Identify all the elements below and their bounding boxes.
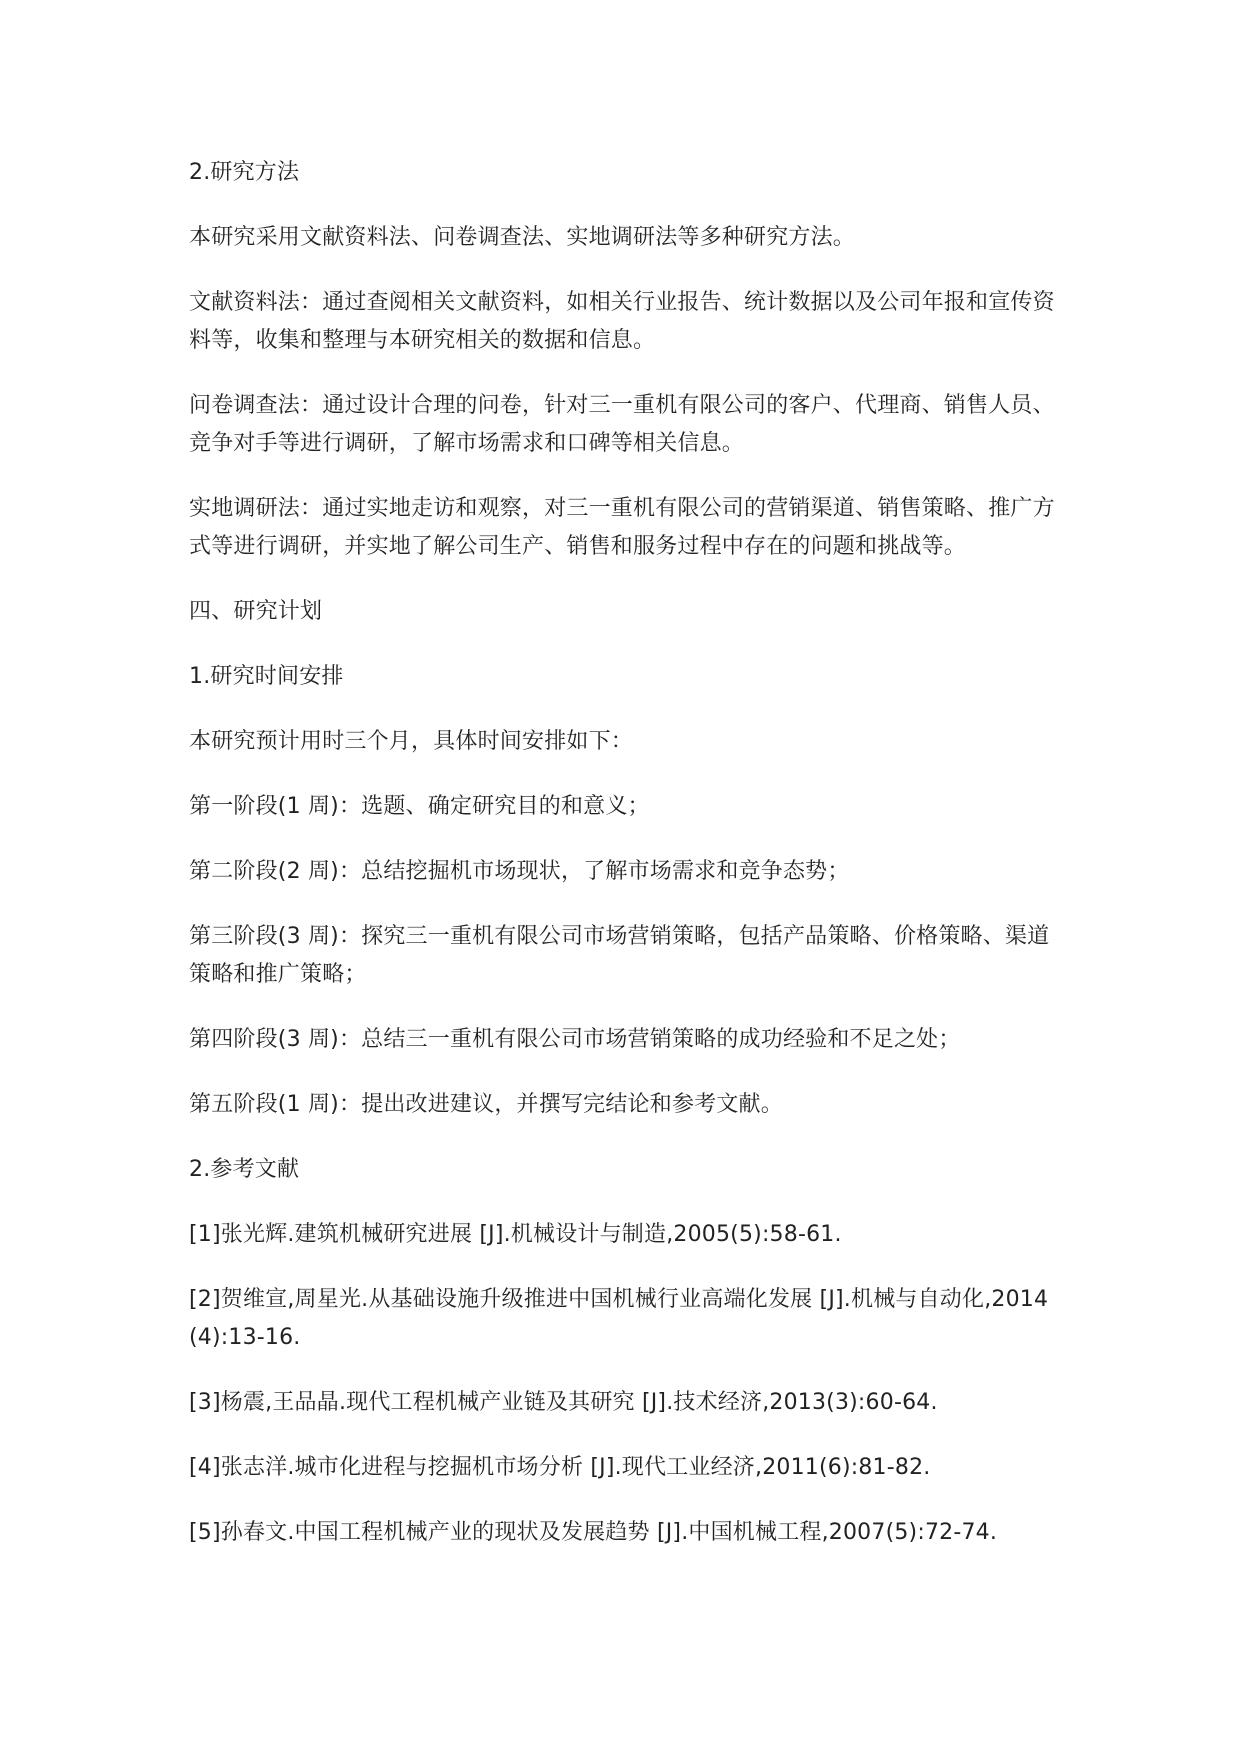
reference-item-4: [4]张志洋.城市化进程与挖掘机市场分析 [J].现代工业经济,2011(6):81-82. — [189, 1455, 931, 1480]
section-heading-research-plan: 四、研究计划 — [189, 599, 323, 624]
subheading-schedule: 1.研究时间安排 — [189, 664, 344, 689]
paragraph-methods-overview: 本研究采用文献资料法、问卷调查法、实地调研法等多种研究方法。 — [189, 225, 856, 250]
section-heading-research-methods: 2.研究方法 — [189, 160, 300, 185]
paragraph-literature-method: 文献资料法：通过查阅相关文献资料，如相关行业报告、统计数据以及公司年报和宣传资料等，收集和整理与本研究相关的数据和信息。 — [189, 290, 1055, 353]
schedule-stage-1: 第一阶段(1 周)：选题、确定研究目的和意义； — [189, 794, 650, 819]
paragraph-schedule-intro: 本研究预计用时三个月，具体时间安排如下： — [189, 729, 634, 754]
schedule-stage-2: 第二阶段(2 周)：总结挖掘机市场现状，了解市场需求和竞争态势； — [189, 859, 850, 884]
subheading-references: 2.参考文献 — [189, 1157, 300, 1182]
reference-item-2: [2]贺维宣,周星光.从基础设施升级推进中国机械行业高端化发展 [J].机械与自动化,2014(4):13-16. — [189, 1287, 1049, 1350]
reference-item-1: [1]张光辉.建筑机械研究进展 [J].机械设计与制造,2005(5):58-61. — [189, 1222, 842, 1247]
schedule-stage-3: 第三阶段(3 周)：探究三一重机有限公司市场营销策略，包括产品策略、价格策略、渠道策略和推广策略； — [189, 924, 1050, 987]
document-body — [189, 154, 1069, 1579]
schedule-stage-4: 第四阶段(3 周)：总结三一重机有限公司市场营销策略的成功经验和不足之处； — [189, 1027, 961, 1052]
paragraph-field-research-method: 实地调研法：通过实地走访和观察，对三一重机有限公司的营销渠道、销售策略、推广方式等进行调研，并实地了解公司生产、销售和服务过程中存在的问题和挑战等。 — [189, 496, 1055, 559]
paragraph-questionnaire-method: 问卷调查法：通过设计合理的问卷，针对三一重机有限公司的客户、代理商、销售人员、竞争对手等进行调研，了解市场需求和口碑等相关信息。 — [189, 393, 1055, 456]
reference-item-5: [5]孙春文.中国工程机械产业的现状及发展趋势 [J].中国机械工程,2007(5):72-74. — [189, 1520, 998, 1545]
schedule-stage-5: 第五阶段(1 周)：提出改进建议，并撰写完结论和参考文献。 — [189, 1092, 783, 1117]
reference-item-3: [3]杨震,王品晶.现代工程机械产业链及其研究 [J].技术经济,2013(3):60-64. — [189, 1390, 938, 1415]
